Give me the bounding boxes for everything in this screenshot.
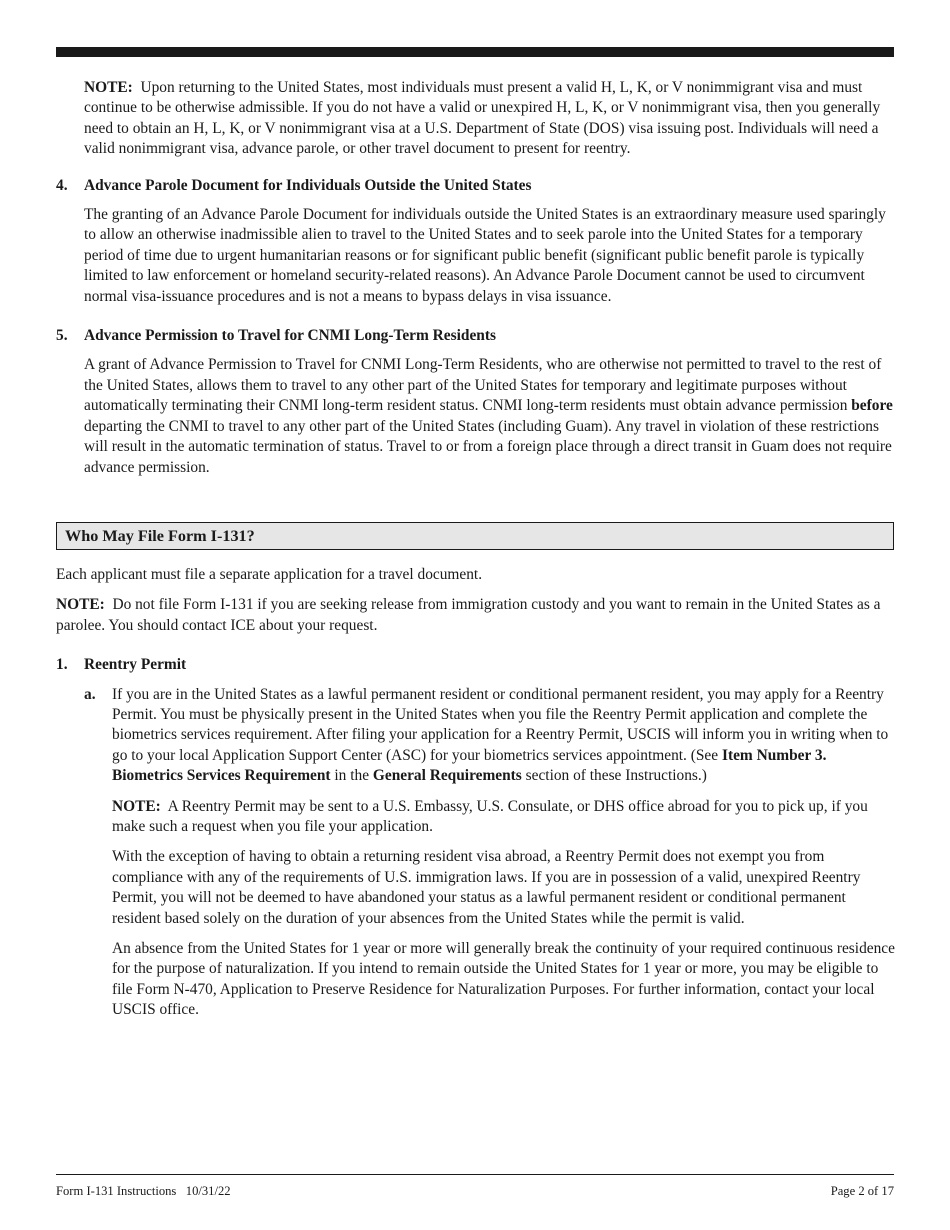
emphasis-text: Item Number 3. Biometrics Services Requirement	[112, 746, 827, 785]
page-number: Page 2 of 17	[830, 1184, 894, 1198]
emphasis-text: General Requirements	[372, 767, 522, 785]
page-content	[56, 78, 896, 1021]
note-label: NOTE:	[112, 797, 161, 815]
body-text: A grant of Advance Permission to Travel for CNMI Long-Term Residents, who are otherwise not permitted to travel to the rest of the United States, allows them to travel to any other part of the United States for temporary and legitimate purposes without automatically terminating their CNMI long-term resident status. CNMI long-term residents must obtain advance permission	[84, 356, 882, 415]
item-5-heading	[56, 326, 896, 346]
section-title: Who May File Form I-131?	[65, 526, 255, 545]
top-rule	[56, 47, 894, 57]
item-4-heading	[56, 176, 896, 196]
item-title: Reentry Permit	[84, 656, 187, 674]
item-number: 5.	[56, 327, 68, 345]
footer-rule	[56, 1174, 894, 1175]
note-text: A Reentry Permit may be sent to a U.S. Embassy, U.S. Consulate, or DHS office abroad for you to pick up, if you make such a request when you file your application.	[112, 797, 868, 835]
sub-item-note	[56, 797, 896, 838]
body-text: section of these Instructions.)	[525, 767, 707, 785]
note-text: Do not file Form I-131 if you are seeking release from immigration custody and you want to remain in the United States as a parolee. You should contact ICE about your request.	[56, 596, 881, 634]
emphasis-text: before	[851, 397, 893, 415]
item-number: 1.	[56, 656, 68, 674]
body-text: in the	[334, 767, 370, 785]
note-label: NOTE:	[84, 79, 133, 96]
sub-item-label: a.	[84, 685, 96, 703]
section-note	[56, 595, 896, 636]
sub-item-a	[56, 685, 896, 787]
item-1-heading	[56, 655, 896, 675]
item-number: 4.	[56, 176, 68, 194]
note-label: NOTE:	[56, 596, 105, 614]
item-4-body: The granting of an Advance Parole Document for individuals outside the United States is an extraordinary measure used sparingly to allow an otherwise inadmissible alien to travel to the United States and to seek parole into the United States for a temporary period of time due to urgent humanitarian reasons or for significant public benefit (significant public benefit parole is typically limited to law enforcement or homeland security-related reasons). An Advance Parole Document cannot be used to circumvent normal visa-issuance procedures and is not a means to bypass delays in visa issuance.	[84, 206, 886, 305]
body-text: departing the CNMI to travel to any other part of the United States (including Guam). Any travel in violation of these restrictions will result in the automatic termination of status. Travel to or from a foreign place through a direct transit in Guam does not require advance permission.	[84, 417, 892, 476]
section-header	[56, 522, 894, 550]
note-paragraph	[56, 78, 896, 160]
footer-form-id: Form I-131 Instructions 10/31/22	[56, 1184, 231, 1198]
item-5-body	[56, 355, 896, 477]
sub-item-body	[112, 685, 896, 787]
sub-item-paragraph: An absence from the United States for 1 year or more will generally break the continuity of your required continuous residence for the purpose of naturalization. If you intend to remain outside the United States for 1 year or more, you may be eligible to file Form N-470, Application to Preserve Residence for Naturalization Purposes. For further information, contact your local USCIS office.	[112, 940, 895, 1019]
item-title: Advance Permission to Travel for CNMI Long-Term Residents	[84, 327, 496, 345]
sub-item-paragraph: With the exception of having to obtain a returning resident visa abroad, a Reentry Permit does not exempt you from compliance with any of the requirements of U.S. immigration laws. If you are in possession of a valid, unexpired Reentry Permit, you will not be deemed to have abandoned your status as a lawful permanent resident or conditional permanent resident based solely on the duration of your absences from the United States while the permit is valid.	[112, 848, 861, 927]
item-title: Advance Parole Document for Individuals Outside the United States	[84, 176, 532, 194]
section-intro: Each applicant must file a separate application for a travel document.	[56, 565, 483, 583]
note-text: Upon returning to the United States, most individuals must present a valid H, L, K, or V nonimmigrant visa and must continue to be otherwise admissible. If you do not have a valid or unexpired H, L, K, or V nonimmigrant visa, then you generally need to obtain an H, L, K, or V nonimmigrant visa at a U.S. Department of State (DOS) visa issuing post. Individuals will need a valid nonimmigrant visa, advance parole, or other travel document to present for reentry.	[84, 79, 881, 158]
body-text: If you are in the United States as a lawful permanent resident or conditional permanent resident, you may apply for a Reentry Permit. You must be physically present in the United States when you file the Reentry Permit application and complete the biometrics services requirement. After filing your application for a Reentry Permit, USCIS will inform you in writing when to go to your local Application Support Center (ASC) for your biometrics services appointment. (See	[112, 685, 889, 764]
